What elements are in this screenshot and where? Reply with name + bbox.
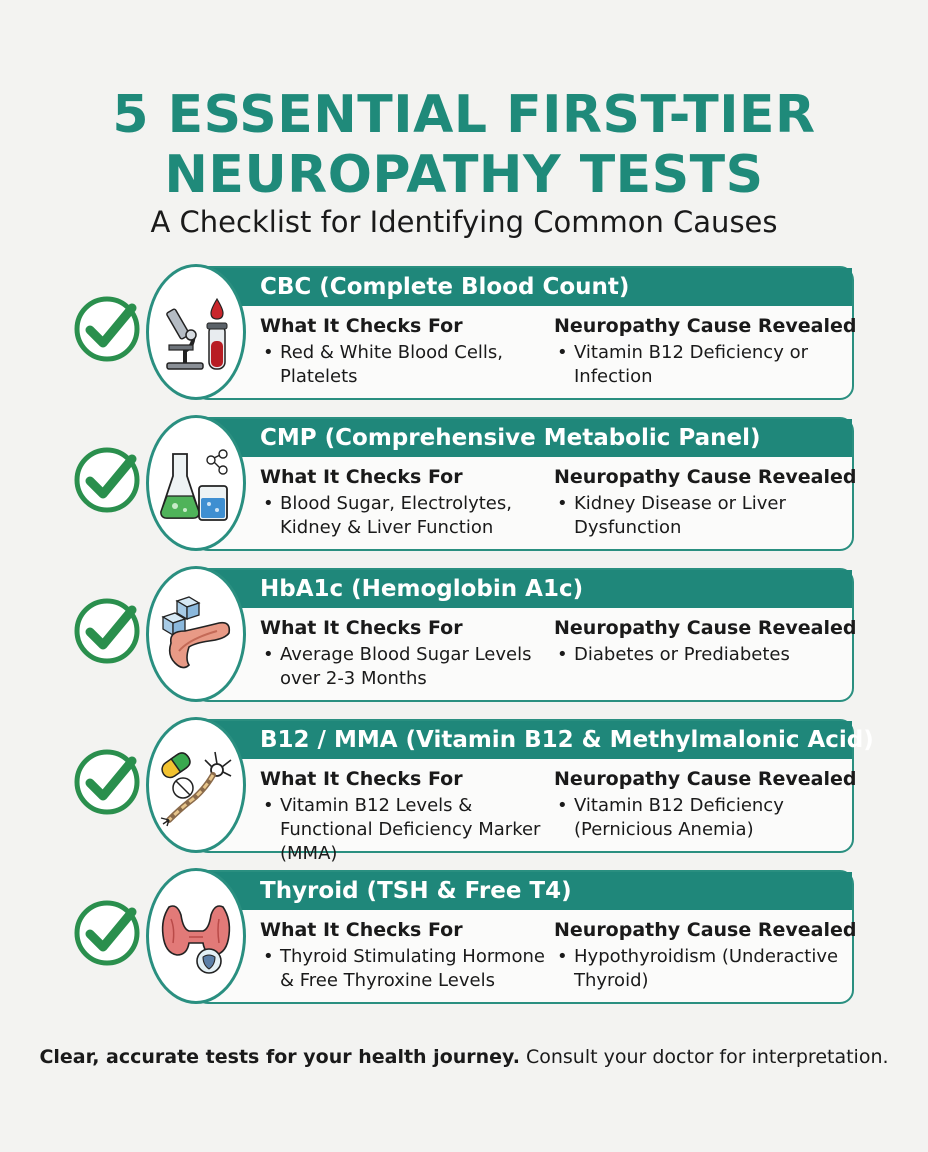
- checks-column: [260, 314, 552, 389]
- cause-heading: Neuropathy Cause Revealed: [554, 315, 857, 337]
- checks-text: • Average Blood Sugar Levels over 2-3 Months: [260, 643, 552, 691]
- cause-column: [554, 314, 857, 389]
- cause-text: • Vitamin B12 Deficiency or Infection: [554, 341, 844, 389]
- test-card: [194, 266, 857, 400]
- checkmark-circle-icon: [72, 294, 142, 364]
- cause-heading: Neuropathy Cause Revealed: [554, 919, 857, 941]
- microscope-blood-tube-icon: [159, 295, 233, 373]
- test-card: [194, 719, 874, 864]
- cause-text: • Hypothyroidism (Underactive Thyroid): [554, 945, 844, 993]
- test-row-thyroid: [0, 868, 928, 1006]
- checkmark-circle-icon: [72, 747, 142, 817]
- checks-text: • Blood Sugar, Electrolytes, Kidney & Liver Function: [260, 492, 552, 540]
- pill-neuron-icon: [159, 748, 233, 826]
- icon-badge: [146, 415, 246, 551]
- checkmark-circle-icon: [72, 898, 142, 968]
- footer: [0, 1042, 928, 1072]
- checks-heading: What It Checks For: [260, 768, 463, 790]
- cause-heading: Neuropathy Cause Revealed: [554, 768, 857, 790]
- test-card: [194, 417, 857, 551]
- lab-flask-beaker-icon: [159, 446, 233, 524]
- checks-heading: What It Checks For: [260, 617, 463, 639]
- cause-heading: Neuropathy Cause Revealed: [554, 617, 857, 639]
- test-name: Thyroid (TSH & Free T4): [260, 878, 572, 904]
- checks-column: [260, 918, 552, 993]
- footer-note: Consult your doctor for interpretation.: [525, 1046, 889, 1068]
- cause-column: [554, 918, 857, 993]
- test-name: CMP (Comprehensive Metabolic Panel): [260, 425, 761, 451]
- test-row-cbc: [0, 264, 928, 402]
- title-line-2: NEUROPATHY TESTS: [164, 145, 764, 205]
- subtitle: A Checklist for Identifying Common Causes: [150, 205, 778, 239]
- checks-column: [260, 767, 552, 866]
- cause-column: [554, 465, 857, 540]
- cause-text: • Diabetes or Prediabetes: [554, 643, 844, 667]
- checks-column: [260, 465, 552, 540]
- checks-text: • Red & White Blood Cells, Platelets: [260, 341, 552, 389]
- checks-column: [260, 616, 552, 691]
- checks-heading: What It Checks For: [260, 466, 463, 488]
- checks-text: • Thyroid Stimulating Hormone & Free Thyroxine Levels: [260, 945, 552, 993]
- test-row-cmp: [0, 415, 928, 553]
- cause-column: [554, 616, 857, 667]
- sugar-cubes-pancreas-icon: [159, 597, 233, 675]
- thyroid-gland-icon: [159, 899, 233, 977]
- checks-text: • Vitamin B12 Levels & Functional Deficiency Marker (MMA): [260, 794, 552, 866]
- cause-heading: Neuropathy Cause Revealed: [554, 466, 857, 488]
- checks-heading: What It Checks For: [260, 315, 463, 337]
- checkmark-circle-icon: [72, 445, 142, 515]
- test-name: CBC (Complete Blood Count): [260, 274, 630, 300]
- cause-text: • Vitamin B12 Deficiency (Pernicious Anemia): [554, 794, 844, 842]
- checks-heading: What It Checks For: [260, 919, 463, 941]
- cause-text: • Kidney Disease or Liver Dysfunction: [554, 492, 844, 540]
- footer-tagline: Clear, accurate tests for your health journey.: [39, 1046, 520, 1068]
- icon-badge: [146, 264, 246, 400]
- test-card: [194, 568, 857, 702]
- test-row-hba1c: [0, 566, 928, 704]
- checkmark-circle-icon: [72, 596, 142, 666]
- icon-badge: [146, 566, 246, 702]
- test-row-b12-mma: [0, 717, 928, 864]
- cause-column: [554, 767, 857, 842]
- title-line-1: 5 ESSENTIAL FIRST-TIER: [112, 85, 816, 145]
- icon-badge: [146, 717, 246, 853]
- test-card: [194, 870, 857, 1004]
- icon-badge: [146, 868, 246, 1004]
- test-name: HbA1c (Hemoglobin A1c): [260, 576, 584, 602]
- test-name: B12 / MMA (Vitamin B12 & Methylmalonic Acid): [260, 727, 874, 753]
